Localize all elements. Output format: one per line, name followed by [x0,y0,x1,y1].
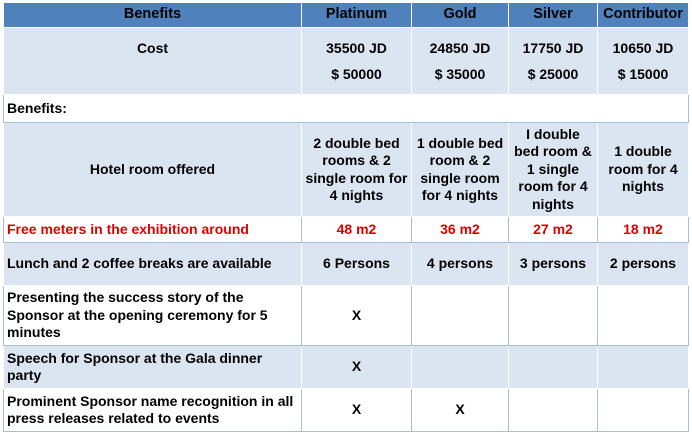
hotel-room-label: Hotel room offered [4,123,302,217]
cost-silver [509,28,598,95]
sponsorship-benefits-table [3,2,689,432]
table-row [4,286,689,346]
header-silver: Silver [509,3,598,28]
cost-silver-jd: 17750 JD [522,40,584,56]
cost-silver-usd: $ 25000 [527,66,579,82]
lunch-label: Lunch and 2 coffee breaks are available [4,243,302,286]
gala-speech-contributor [598,346,689,389]
success-story-label: Presenting the success story of the Sponsor at the opening ceremony for 5 minutes [4,286,302,346]
table-row [4,123,689,217]
press-recognition-contributor [598,389,689,432]
cost-contributor-usd: $ 15000 [617,66,669,82]
cost-platinum-jd: 35500 JD [326,40,387,56]
lunch-silver: 3 persons [509,243,598,286]
cost-platinum [302,28,412,95]
lunch-gold: 4 persons [412,243,509,286]
press-recognition-label: Prominent Sponsor name recognition in all press releases related to events [4,389,302,432]
cost-row [4,28,689,95]
press-recognition-gold: X [412,389,509,432]
cost-platinum-usd: $ 50000 [331,66,382,82]
cost-label: Cost [4,28,302,95]
gala-speech-gold [412,346,509,389]
success-story-gold [412,286,509,346]
table-row [4,217,689,243]
benefits-heading-row [4,95,689,123]
lunch-contributor: 2 persons [598,243,689,286]
cost-gold [412,28,509,95]
success-story-silver [509,286,598,346]
header-gold: Gold [412,3,509,28]
gala-speech-label: Speech for Sponsor at the Gala dinner party [4,346,302,389]
header-platinum: Platinum [302,3,412,28]
success-story-contributor [598,286,689,346]
cost-contributor [598,28,689,95]
hotel-room-silver: I double bed room & 1 single room for 4 nights [509,123,598,217]
free-meters-contributor: 18 m2 [598,217,689,243]
free-meters-silver: 27 m2 [509,217,598,243]
cost-contributor-jd: 10650 JD [612,40,674,56]
table-row [4,389,689,432]
gala-speech-platinum: X [302,346,412,389]
benefits-heading: Benefits: [4,95,689,123]
hotel-room-platinum: 2 double bed rooms & 2 single room for 4 nights [302,123,412,217]
lunch-platinum: 6 Persons [302,243,412,286]
free-meters-label: Free meters in the exhibition around [4,217,302,243]
cost-gold-jd: 24850 JD [429,40,491,56]
header-contributor: Contributor [598,3,689,28]
gala-speech-silver [509,346,598,389]
header-benefits: Benefits [4,3,302,28]
table-row [4,243,689,286]
press-recognition-platinum: X [302,389,412,432]
hotel-room-contributor: 1 double room for 4 nights [598,123,689,217]
header-row [4,3,689,28]
free-meters-platinum: 48 m2 [302,217,412,243]
free-meters-gold: 36 m2 [412,217,509,243]
press-recognition-silver [509,389,598,432]
success-story-platinum: X [302,286,412,346]
cost-gold-usd: $ 35000 [434,66,486,82]
hotel-room-gold: 1 double bed room & 2 single room for 4 nights [412,123,509,217]
table-row [4,346,689,389]
